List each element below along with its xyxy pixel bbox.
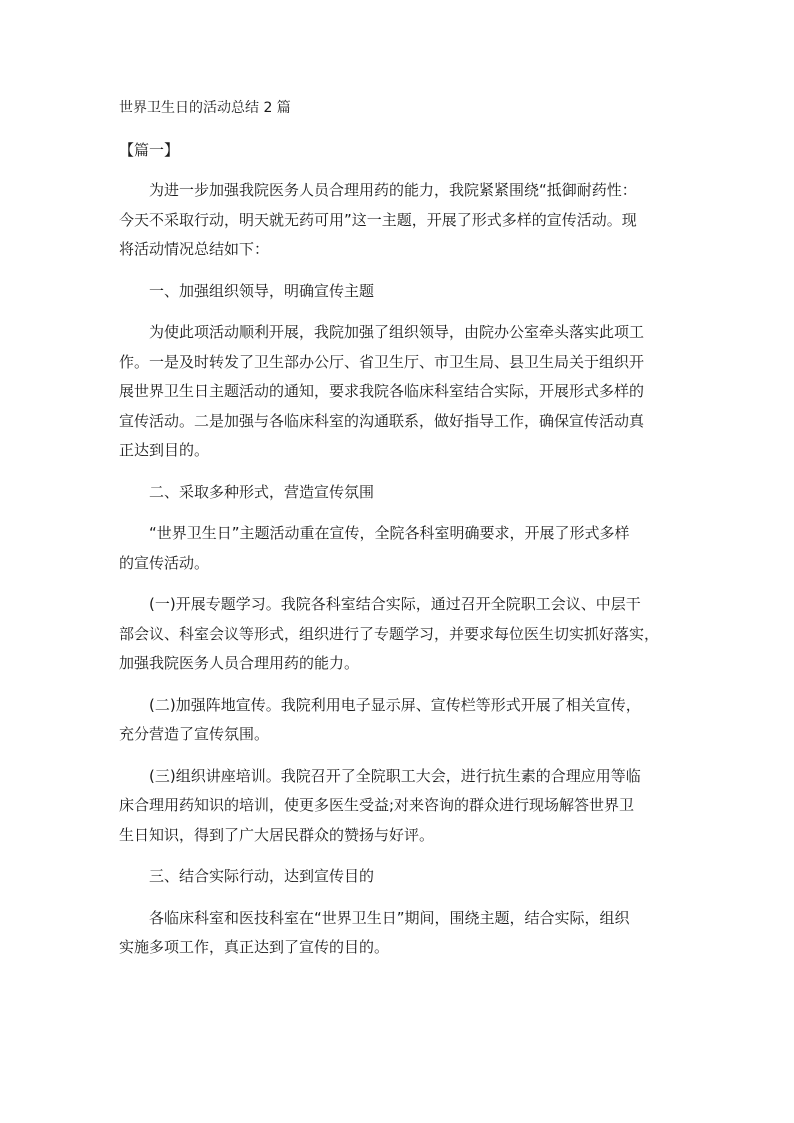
text-line: 展世界卫生日主题活动的通知，要求我院各临床科室结合实际，开展形式多样的 — [119, 382, 645, 400]
text-line: (一)开展专题学习。我院各科室结合实际，通过召开全院职工会议、中层干 — [149, 595, 641, 613]
text-line: 今天不采取行动，明天就无药可用”这一主题，开展了形式多样的宣传活动。现 — [119, 210, 637, 229]
text-line: 充分营造了宣传氛围。 — [119, 725, 270, 743]
document-title: 世界卫生日的活动总结 2 篇 — [119, 100, 291, 116]
text-line: (三)组织讲座培训。我院召开了全院职工大会，进行抗生素的合理应用等临 — [149, 766, 641, 785]
heading-2 — [119, 478, 679, 508]
text-line: 的宣传活动。 — [119, 553, 210, 572]
list-item-2 — [119, 691, 679, 750]
text-line: 为使此项活动顺利开展，我院加强了组织领导，由院办公室牵头落实此项工 — [149, 323, 645, 341]
list-item-3 — [119, 762, 679, 851]
text-line: 各临床科室和医技科室在“世界卫生日”期间，围绕主题，结合实际，组织 — [149, 908, 630, 927]
text-line: 床合理用药知识的培训，使更多医生受益;对来咨询的群众进行现场解答世界卫 — [119, 796, 635, 814]
text-line: 加强我院医务人员合理用药的能力。 — [119, 654, 360, 672]
paragraph-1 — [119, 318, 679, 466]
section-label: 【篇一】 — [119, 140, 180, 159]
text-line: 生日知识，得到了广大居民群众的赞扬与好评。 — [119, 825, 435, 844]
text-line: 为进一步加强我院医务人员合理用药的能力，我院紧紧围绕“抵御耐药性： — [149, 181, 637, 199]
paragraph-intro — [119, 176, 679, 265]
paragraph-2 — [119, 519, 679, 578]
text-line: (二)加强阵地宣传。我院利用电子显示屏、宣传栏等形式开展了相关宣传， — [149, 695, 641, 714]
text-line: 将活动情况总结如下： — [119, 240, 270, 258]
paragraph-3 — [119, 904, 679, 963]
text-line: 部会议、科室会议等形式，组织进行了专题学习，并要求每位医生切实抓好落实， — [119, 624, 660, 643]
text-line: 正达到目的。 — [119, 441, 210, 459]
text-line: “世界卫生日”主题活动重在宣传，全院各科室明确要求，开展了形式多样 — [149, 524, 630, 542]
heading-text: 三、结合实际行动，达到宣传目的 — [149, 867, 375, 885]
text-line: 实施多项工作，真正达到了宣传的目的。 — [119, 938, 390, 956]
heading-3 — [119, 862, 679, 892]
text-line: 宣传活动。二是加强与各临床科室的沟通联系，做好指导工作，确保宣传活动真 — [119, 411, 645, 430]
heading-1 — [119, 277, 679, 307]
heading-text: 二、采取多种形式，营造宣传氛围 — [149, 482, 375, 501]
text-line: 作。一是及时转发了卫生部办公厅、省卫生厅、市卫生局、县卫生局关于组织开 — [119, 352, 645, 371]
document-body — [119, 94, 679, 963]
list-item-1 — [119, 590, 679, 679]
heading-text: 一、加强组织领导，明确宣传主题 — [149, 281, 375, 300]
